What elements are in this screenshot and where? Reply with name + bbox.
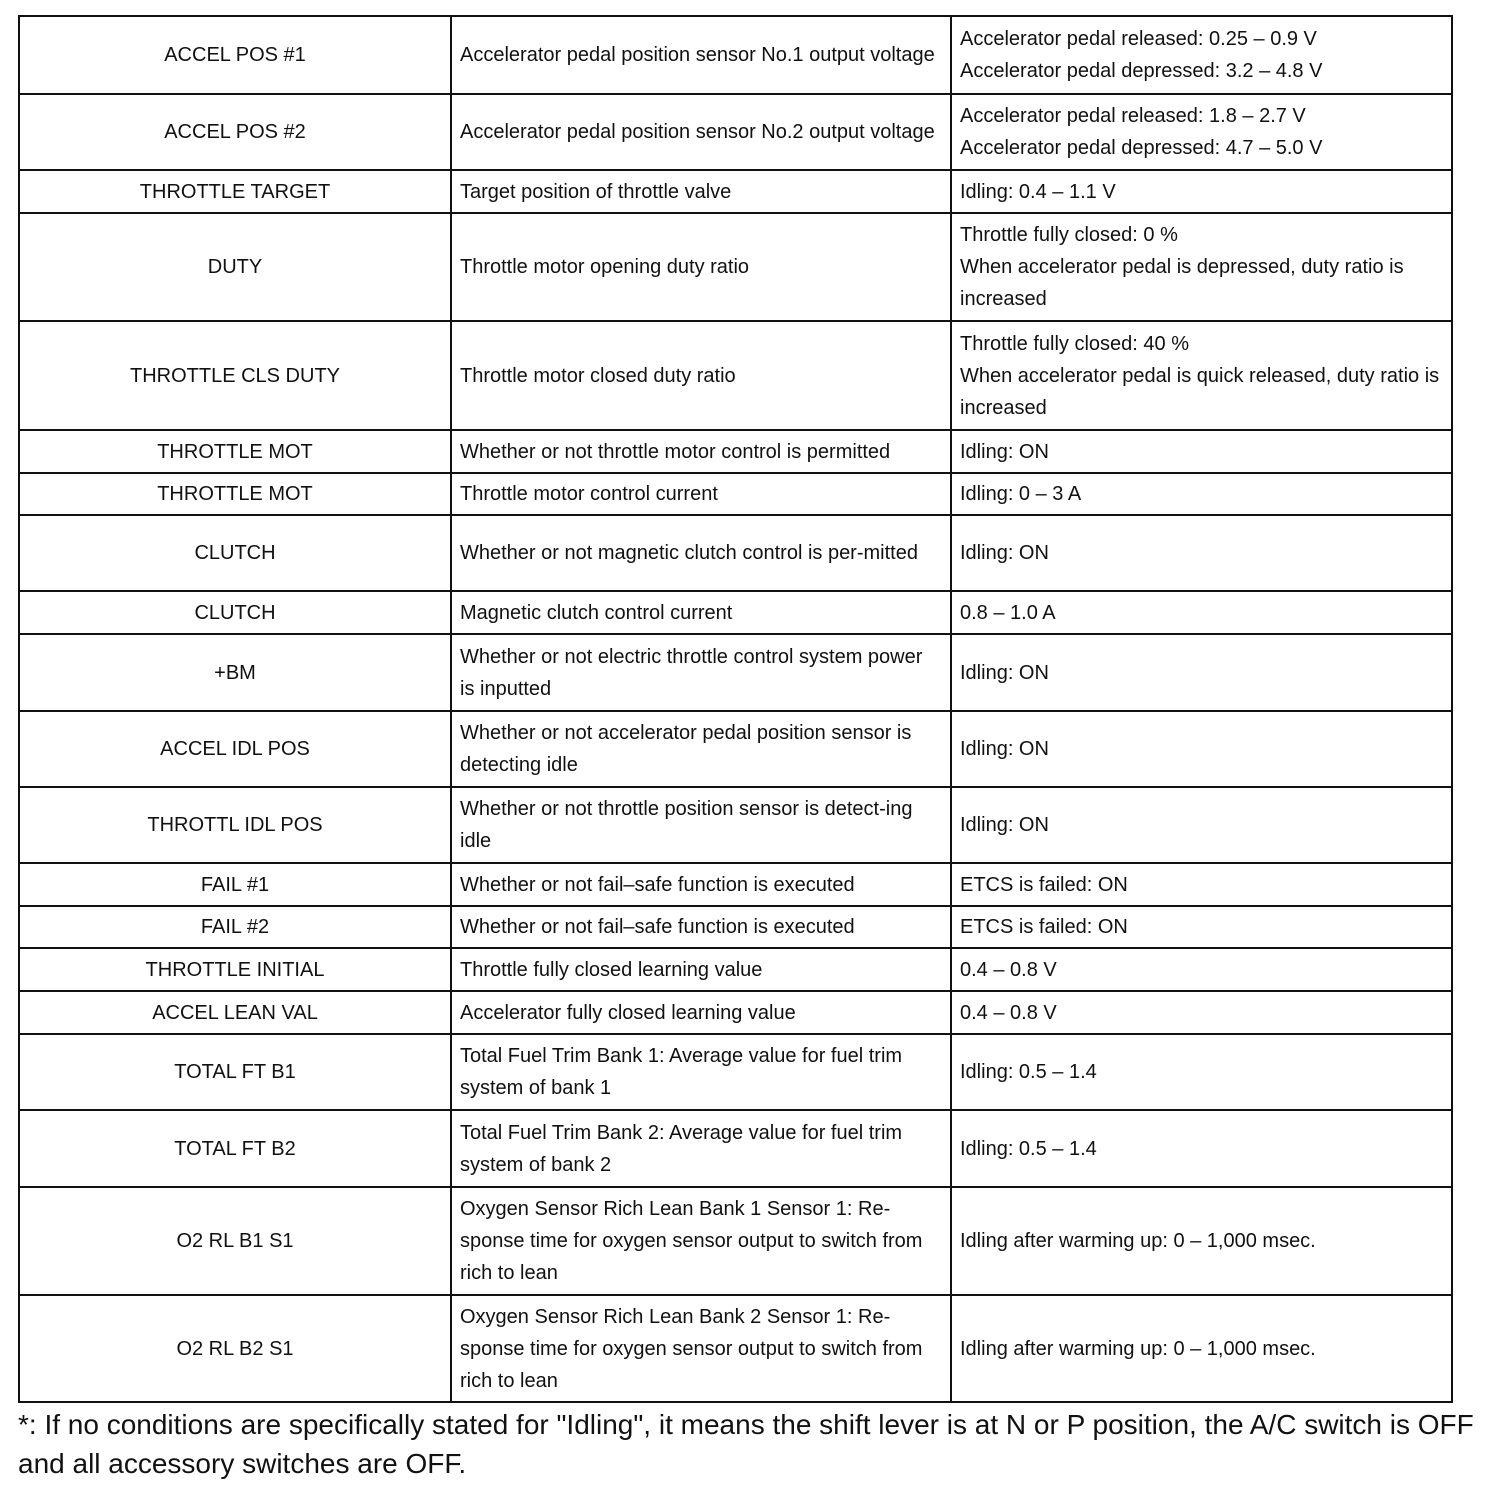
item-cell: +BM bbox=[19, 634, 451, 711]
table-row bbox=[19, 991, 1452, 1034]
condition-line: Idling: ON bbox=[960, 738, 1049, 760]
item-cell: FAIL #1 bbox=[19, 863, 451, 906]
condition-cell bbox=[951, 1295, 1452, 1402]
table-row bbox=[19, 170, 1452, 213]
description-cell: Throttle motor opening duty ratio bbox=[451, 213, 951, 321]
description-cell: Total Fuel Trim Bank 2: Average value for fuel trim system of bank 2 bbox=[451, 1110, 951, 1187]
item-cell: THROTTLE TARGET bbox=[19, 170, 451, 213]
condition-cell bbox=[951, 515, 1452, 591]
condition-line: Idling after warming up: 0 – 1,000 msec. bbox=[960, 1337, 1316, 1360]
item-cell: ACCEL IDL POS bbox=[19, 711, 451, 787]
condition-line: ETCS is failed: ON bbox=[960, 916, 1128, 938]
item-cell: THROTTLE MOT bbox=[19, 430, 451, 473]
description-cell: Total Fuel Trim Bank 1: Average value for fuel trim system of bank 1 bbox=[451, 1034, 951, 1110]
condition-cell bbox=[951, 948, 1452, 991]
condition-cell bbox=[951, 213, 1452, 321]
condition-line: Idling: 0.5 – 1.4 bbox=[960, 1061, 1097, 1083]
item-cell: THROTTLE CLS DUTY bbox=[19, 321, 451, 430]
condition-cell bbox=[951, 634, 1452, 711]
condition-line: Accelerator pedal depressed: 4.7 – 5.0 V bbox=[960, 137, 1323, 159]
condition-cell bbox=[951, 787, 1452, 863]
condition-line: 0.4 – 0.8 V bbox=[960, 1001, 1057, 1024]
table-row bbox=[19, 787, 1452, 863]
condition-line: Accelerator pedal released: 1.8 – 2.7 V bbox=[960, 105, 1306, 127]
table-row bbox=[19, 948, 1452, 991]
condition-cell bbox=[951, 1187, 1452, 1295]
condition-line: Idling: 0 – 3 A bbox=[960, 483, 1082, 505]
description-cell: Accelerator pedal position sensor No.1 output voltage bbox=[451, 16, 951, 94]
table-row bbox=[19, 1110, 1452, 1187]
description-cell: Throttle motor control current bbox=[451, 473, 951, 515]
condition-cell bbox=[951, 711, 1452, 787]
item-cell: ACCEL POS #2 bbox=[19, 94, 451, 170]
table-row bbox=[19, 213, 1452, 321]
item-cell: THROTTL IDL POS bbox=[19, 787, 451, 863]
condition-cell bbox=[951, 991, 1452, 1034]
condition-line: Idling: 0.5 – 1.4 bbox=[960, 1137, 1097, 1160]
description-cell: Accelerator pedal position sensor No.2 output voltage bbox=[451, 94, 951, 170]
condition-cell bbox=[951, 321, 1452, 430]
item-cell: CLUTCH bbox=[19, 591, 451, 634]
condition-cell bbox=[951, 863, 1452, 906]
item-cell: ACCEL LEAN VAL bbox=[19, 991, 451, 1034]
table-row bbox=[19, 430, 1452, 473]
description-cell: Whether or not accelerator pedal position sensor is detecting idle bbox=[451, 711, 951, 787]
condition-line: 0.4 – 0.8 V bbox=[960, 958, 1057, 981]
condition-cell bbox=[951, 473, 1452, 515]
item-cell: THROTTLE MOT bbox=[19, 473, 451, 515]
description-cell: Magnetic clutch control current bbox=[451, 591, 951, 634]
condition-cell bbox=[951, 1034, 1452, 1110]
item-cell: ACCEL POS #1 bbox=[19, 16, 451, 94]
description-cell: Whether or not magnetic clutch control is per-mitted bbox=[451, 515, 951, 591]
item-cell: THROTTLE INITIAL bbox=[19, 948, 451, 991]
description-cell: Accelerator fully closed learning value bbox=[451, 991, 951, 1034]
condition-cell bbox=[951, 170, 1452, 213]
table-row bbox=[19, 906, 1452, 948]
table-row bbox=[19, 711, 1452, 787]
item-cell: CLUTCH bbox=[19, 515, 451, 591]
table-row bbox=[19, 634, 1452, 711]
condition-line: Idling: 0.4 – 1.1 V bbox=[960, 180, 1116, 203]
table-row bbox=[19, 1187, 1452, 1295]
description-cell: Whether or not fail–safe function is executed bbox=[451, 863, 951, 906]
condition-cell bbox=[951, 16, 1452, 94]
table-row bbox=[19, 16, 1452, 94]
condition-line: 0.8 – 1.0 A bbox=[960, 601, 1056, 624]
item-cell: TOTAL FT B1 bbox=[19, 1034, 451, 1110]
condition-line: Throttle fully closed: 40 % bbox=[960, 332, 1189, 355]
item-cell: O2 RL B1 S1 bbox=[19, 1187, 451, 1295]
description-cell: Oxygen Sensor Rich Lean Bank 2 Sensor 1: Re-sponse time for oxygen sensor output to switch from rich to lean bbox=[451, 1295, 951, 1402]
condition-line: When accelerator pedal is depressed, duty ratio is increased bbox=[960, 256, 1404, 310]
table-row bbox=[19, 94, 1452, 170]
description-cell: Whether or not fail–safe function is executed bbox=[451, 906, 951, 948]
table-row bbox=[19, 473, 1452, 515]
condition-line: ETCS is failed: ON bbox=[960, 873, 1128, 896]
condition-line: Idling: ON bbox=[960, 814, 1049, 836]
table-row bbox=[19, 591, 1452, 634]
item-cell: DUTY bbox=[19, 213, 451, 321]
item-cell: TOTAL FT B2 bbox=[19, 1110, 451, 1187]
condition-line: Idling: ON bbox=[960, 542, 1049, 564]
item-cell: O2 RL B2 S1 bbox=[19, 1295, 451, 1402]
description-cell: Whether or not electric throttle control system power is inputted bbox=[451, 634, 951, 711]
condition-cell bbox=[951, 94, 1452, 170]
data-list-table bbox=[18, 15, 1453, 1403]
condition-line: Idling: ON bbox=[960, 440, 1049, 463]
description-cell: Target position of throttle valve bbox=[451, 170, 951, 213]
condition-line: Idling after warming up: 0 – 1,000 msec. bbox=[960, 1230, 1316, 1252]
condition-cell bbox=[951, 430, 1452, 473]
condition-line: Accelerator pedal released: 0.25 – 0.9 V bbox=[960, 28, 1317, 50]
condition-line: Accelerator pedal depressed: 3.2 – 4.8 V bbox=[960, 60, 1323, 82]
description-cell: Oxygen Sensor Rich Lean Bank 1 Sensor 1: Re-sponse time for oxygen sensor output to switch from rich to lean bbox=[451, 1187, 951, 1295]
condition-cell bbox=[951, 906, 1452, 948]
condition-line: Idling: ON bbox=[960, 661, 1049, 684]
item-cell: FAIL #2 bbox=[19, 906, 451, 948]
table-row bbox=[19, 1295, 1452, 1402]
description-cell: Whether or not throttle motor control is permitted bbox=[451, 430, 951, 473]
table-row bbox=[19, 321, 1452, 430]
condition-cell bbox=[951, 591, 1452, 634]
description-cell: Throttle fully closed learning value bbox=[451, 948, 951, 991]
description-cell: Whether or not throttle position sensor is detect-ing idle bbox=[451, 787, 951, 863]
table-row bbox=[19, 515, 1452, 591]
table-row bbox=[19, 863, 1452, 906]
table-row bbox=[19, 1034, 1452, 1110]
condition-line: When accelerator pedal is quick released, duty ratio is increased bbox=[960, 364, 1440, 419]
description-cell: Throttle motor closed duty ratio bbox=[451, 321, 951, 430]
idling-footnote: *: If no conditions are specifically stated for "Idling", it means the shift lever is at N or P position, the A/C switch is OFF and all accessory switches are OFF. bbox=[18, 1409, 1474, 1479]
condition-cell bbox=[951, 1110, 1452, 1187]
condition-line: Throttle fully closed: 0 % bbox=[960, 224, 1178, 246]
